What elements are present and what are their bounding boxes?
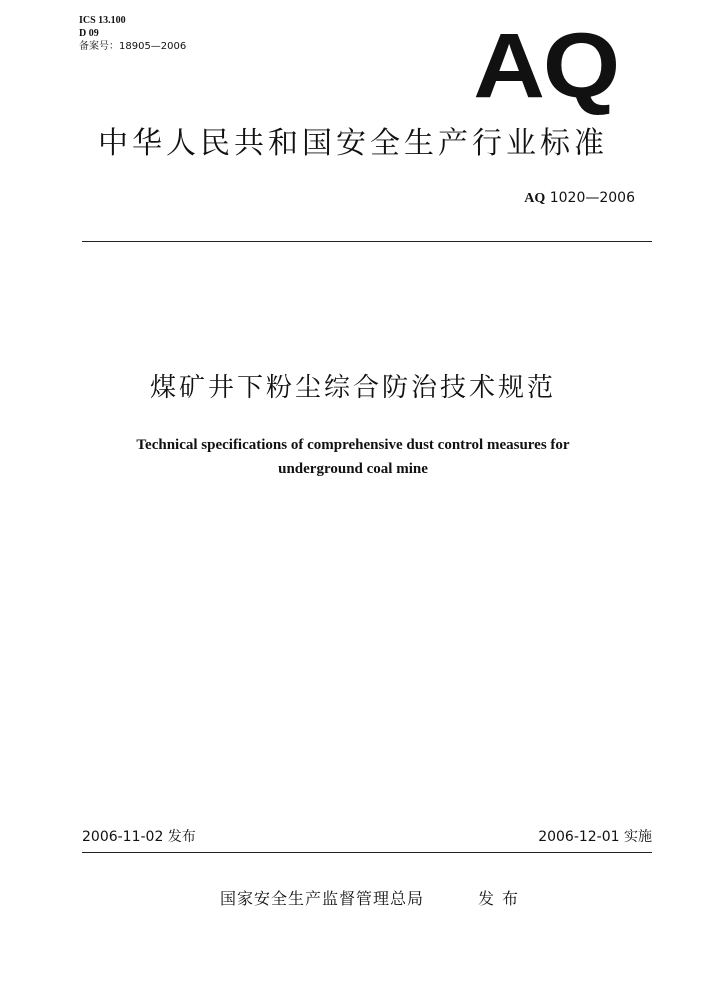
- standard-number-prefix: AQ: [524, 191, 546, 206]
- ics-code: ICS 13.100: [79, 15, 126, 26]
- implementation-date: 2006-12-01 实施: [538, 829, 652, 845]
- aq-logo: AQ: [473, 15, 618, 117]
- publish-label: 发布: [478, 889, 527, 908]
- publisher-name: 国家安全生产监督管理总局: [220, 889, 425, 908]
- standard-number: [524, 190, 635, 207]
- document-title-en-line-1: Technical specifications of comprehensive dust control measures for: [136, 437, 570, 453]
- standard-number-value: 1020—2006: [549, 190, 635, 206]
- document-title-en: [0, 433, 706, 481]
- record-number: 备案号：18905—2006: [79, 41, 187, 52]
- metadata-block: [79, 14, 186, 53]
- classification-code: D 09: [79, 28, 99, 39]
- top-divider: [82, 241, 652, 242]
- document-title-en-line-2: underground coal mine: [278, 461, 428, 477]
- issue-date: 2006-11-02 发布: [82, 829, 196, 845]
- standard-category-title: 中华人民共和国安全生产行业标准: [98, 126, 608, 161]
- bottom-divider: [82, 852, 652, 853]
- document-title-cn: 煤矿井下粉尘综合防治技术规范: [149, 373, 556, 403]
